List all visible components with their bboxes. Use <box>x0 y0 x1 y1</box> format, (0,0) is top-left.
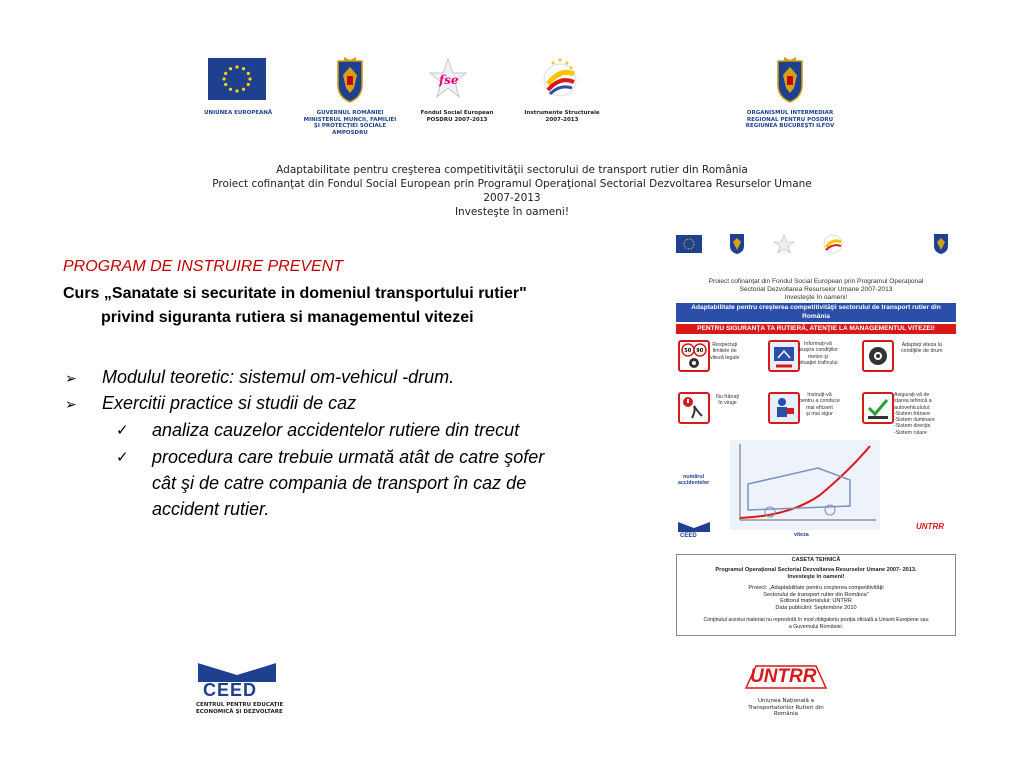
oi-caption-line: REGIUNEA BUCUREŞTI ILFOV <box>745 123 835 129</box>
tip-text-line: Adaptaţi viteza la <box>901 342 942 348</box>
poster-intro <box>672 278 960 302</box>
tip-text-line: şi mai sigur <box>806 410 833 417</box>
untrr-caption-line: Uniunea Naţională a <box>758 698 814 704</box>
untrr-caption-line: România <box>773 711 799 717</box>
speed-sign-50: 50 <box>684 348 692 354</box>
tip-text-line: Nu frânaţi <box>716 394 739 400</box>
is-caption-line: Instrumente Structurale <box>524 110 600 116</box>
technical-box-line: Programul Operaţional Sectorial Dezvoltarea Resurselor Umane 2007- 2013. <box>715 567 917 573</box>
tip-training <box>799 392 840 417</box>
bullet-arrow-icon: ➢ <box>65 396 77 412</box>
fse-caption-line: Fondul Social European <box>420 110 494 116</box>
untrr-logo-text: UNTRR <box>750 666 817 687</box>
sub-bullet-procedure-line: procedura care trebuie urmată atât de catre şofer <box>152 447 545 467</box>
eu-caption: UNIUNEA EUROPEANĂ <box>204 110 273 116</box>
speed-accidents-illustration <box>730 440 880 530</box>
tip-weather <box>798 341 838 366</box>
technical-box-line: a Guvernului României. <box>788 623 844 630</box>
eu-flag-icon <box>208 58 266 100</box>
logo-eu <box>208 58 266 106</box>
tip-text-line: în viraje <box>718 400 737 407</box>
checkmark-icon: ✓ <box>116 422 129 439</box>
poster-intro-line: Sectorial Dezvoltarea Resurselor Umane 2007-2013 <box>739 286 893 293</box>
logo-fse <box>428 55 468 105</box>
chart-ylabel-line: accidentelor <box>678 480 710 487</box>
tip-road-conditions <box>901 342 943 355</box>
tip-road-conditions-icon <box>862 340 894 372</box>
untrr-caption-line: Transportatorilor Rutieri din <box>748 704 824 711</box>
tip-text-line: autovehiculului: <box>894 404 931 411</box>
technical-box-line: Data publicării: Septembrie 2010 <box>775 604 857 611</box>
sub-bullet-procedure <box>152 444 544 522</box>
ceed-caption <box>196 702 284 715</box>
poster-blue-bar-line: România <box>802 312 830 320</box>
fse-star-icon <box>428 55 468 103</box>
tip-text-line: -Sistem rulare <box>894 429 927 436</box>
sub-bullet-procedure-line: cât şi de catre compania de transport în caz de <box>152 473 527 493</box>
header-line: Investeşte în oameni! <box>454 206 570 218</box>
oi-caption-line: ORGANISMUL INTERMEDIAR <box>746 110 834 116</box>
bullet-theory-module: Modulul teoretic: sistemul om-vehicul -drum. <box>102 367 455 387</box>
technical-box-line: Editorul materialului: UNTRR <box>780 598 852 605</box>
poster-blue-bar <box>676 303 956 322</box>
tip-text-line: -Sistem frânare <box>894 410 931 417</box>
sub-bullet-procedure-line: accident rutier. <box>152 499 270 519</box>
bullet-arrow-icon: ➢ <box>65 370 77 386</box>
tip-vehicle-check <box>894 392 935 436</box>
technical-box-line: Investeşte în oameni! <box>787 573 845 580</box>
tip-text-line: condiţiile de drum <box>901 348 943 355</box>
fse-caption <box>412 110 502 123</box>
gov-caption-line: AMPOSDRU <box>332 129 368 136</box>
course-title-line1: Curs „Sanatate si securitate in domeniul transportului rutier" <box>63 285 527 302</box>
tip-text-line: pentru a conduce <box>799 398 840 405</box>
government-caption <box>300 110 400 136</box>
bullet-practical-exercises: Exercitii practice si studii de caz <box>102 393 357 413</box>
tip-weather-icon <box>768 340 800 372</box>
ceed-caption-line: CENTRUL PENTRU EDUCAŢIE <box>196 702 284 708</box>
poster-blue-bar-line: Adaptabilitate pentru creşterea competitivităţii sectorului de transport rutier din <box>691 304 941 311</box>
logo-government <box>330 55 370 105</box>
gov-caption-line: MINISTERUL MUNCII, FAMILIEI <box>303 116 397 123</box>
mini-fse-icon <box>774 235 794 253</box>
poster-intro-line: Proiect cofinanţat din Fondul Social European prin Programul Operaţional <box>708 278 924 285</box>
tip-text-line: Respectaţi <box>712 342 738 348</box>
tip-speed-limit-icon <box>678 340 710 372</box>
tip-text-line: -Sistem iluminare <box>894 417 935 424</box>
program-title: PROGRAM DE INSTRUIRE PREVENT <box>63 258 344 275</box>
tip-text-line: Informaţi-vă <box>804 341 832 347</box>
ceed-caption-line: ECONOMICĂ ŞI DEZVOLTARE <box>196 708 283 715</box>
tip-text-line: mai eficient <box>806 404 833 411</box>
technical-box-project <box>677 585 955 611</box>
romania-coat-of-arms-icon <box>330 55 370 105</box>
untrr-caption <box>736 698 836 718</box>
prevent-poster <box>672 228 960 638</box>
speed-sign-90: 90 <box>696 348 704 354</box>
technical-box-program <box>677 567 955 580</box>
tip-text-line: asupra condiţiilor <box>798 347 839 354</box>
tip-text-line: meteo şi <box>808 353 829 360</box>
header-line: 2007-2013 <box>483 192 541 204</box>
tip-no-braking <box>716 394 739 407</box>
gov-caption-line: GUVERNUL ROMÂNIEI <box>316 110 384 116</box>
tip-text-line: Asiguraţi-vă de <box>894 392 930 398</box>
tip-text-line: Instruiţi-vă <box>807 392 832 398</box>
technical-box-line: Sectorului de transport rutier din România" <box>763 591 869 598</box>
sub-bullet-accident-analysis: analiza cauzelor accidentelor rutiere din trecut <box>152 420 520 440</box>
mini-ceed-roof-icon <box>676 520 712 534</box>
technical-box-disclaimer <box>677 617 955 630</box>
oi-caption-line: REGIONAL PENTRU POSDRU <box>746 116 834 123</box>
tip-text-line: starea tehnică a <box>894 398 932 405</box>
fse-caption-line: POSDRU 2007-2013 <box>426 116 488 123</box>
technical-box <box>676 554 956 636</box>
tip-text-line: situaţiei traficului <box>798 359 838 366</box>
mini-untrr-logo: UNTRR <box>916 522 944 531</box>
tip-training-icon <box>768 392 800 424</box>
romania-coat-of-arms-icon <box>770 55 810 105</box>
fse-mark: fse <box>439 73 459 87</box>
tip-text-line: viteză legale <box>710 354 740 361</box>
chart-ylabel-line: numărul <box>683 474 705 480</box>
technical-box-title: CASETA TEHNICĂ <box>791 557 841 563</box>
structural-instruments-caption <box>522 110 602 123</box>
chart-ylabel <box>678 474 709 487</box>
technical-box-line: Conţinutul acestui material nu reprezintă în mod obligatoriu poziţia oficială a Uniunii Europene sau <box>703 617 929 623</box>
logo-structural-instruments <box>538 54 582 106</box>
project-header <box>180 163 844 219</box>
header-line: Proiect cofinanţat din Fondul Social European prin Programul Operaţional Sectorial Dezvoltarea Resurselor Umane <box>212 178 812 190</box>
poster-intro-line: Investeşte în oameni! <box>784 294 848 301</box>
course-title-line2: privind siguranta rutiera si managementul vitezei <box>101 309 474 326</box>
ceed-logo-mark: CEED <box>203 680 258 700</box>
mini-ceed-logo: CEED <box>680 533 697 539</box>
checkmark-icon: ✓ <box>116 449 129 466</box>
gov-caption-line: ŞI PROTECŢIEI SOCIALE <box>313 123 387 129</box>
intermediate-body-caption <box>738 110 842 130</box>
header-line: Adaptabilitate pentru creşterea competitivităţii sectorului de transport rutier din România <box>276 164 748 176</box>
tip-speed-limit <box>710 342 739 361</box>
logo-intermediate-body <box>770 55 810 105</box>
untrr-logo-mark <box>742 658 830 692</box>
tip-text-line: -Sistem direcţie <box>894 423 931 430</box>
tip-vehicle-check-icon <box>862 392 894 424</box>
technical-box-line: Proiect: „Adaptabilitate pentru creşterea competitivităţii <box>748 585 884 591</box>
structural-instruments-icon <box>538 54 582 106</box>
chart-xlabel: viteza <box>794 532 809 538</box>
tip-no-braking-icon <box>678 392 710 424</box>
is-caption-line: 2007-2013 <box>545 116 579 123</box>
poster-red-bar: PENTRU SIGURANŢA TA RUTIERĂ, ATENŢIE LA MANAGEMENTUL VITEZEI! <box>676 324 956 334</box>
course-title <box>63 282 527 330</box>
tip-text-line: limitele de <box>712 348 737 355</box>
poster-logo-strip <box>674 232 958 256</box>
mini-eu-flag-icon <box>676 235 702 253</box>
